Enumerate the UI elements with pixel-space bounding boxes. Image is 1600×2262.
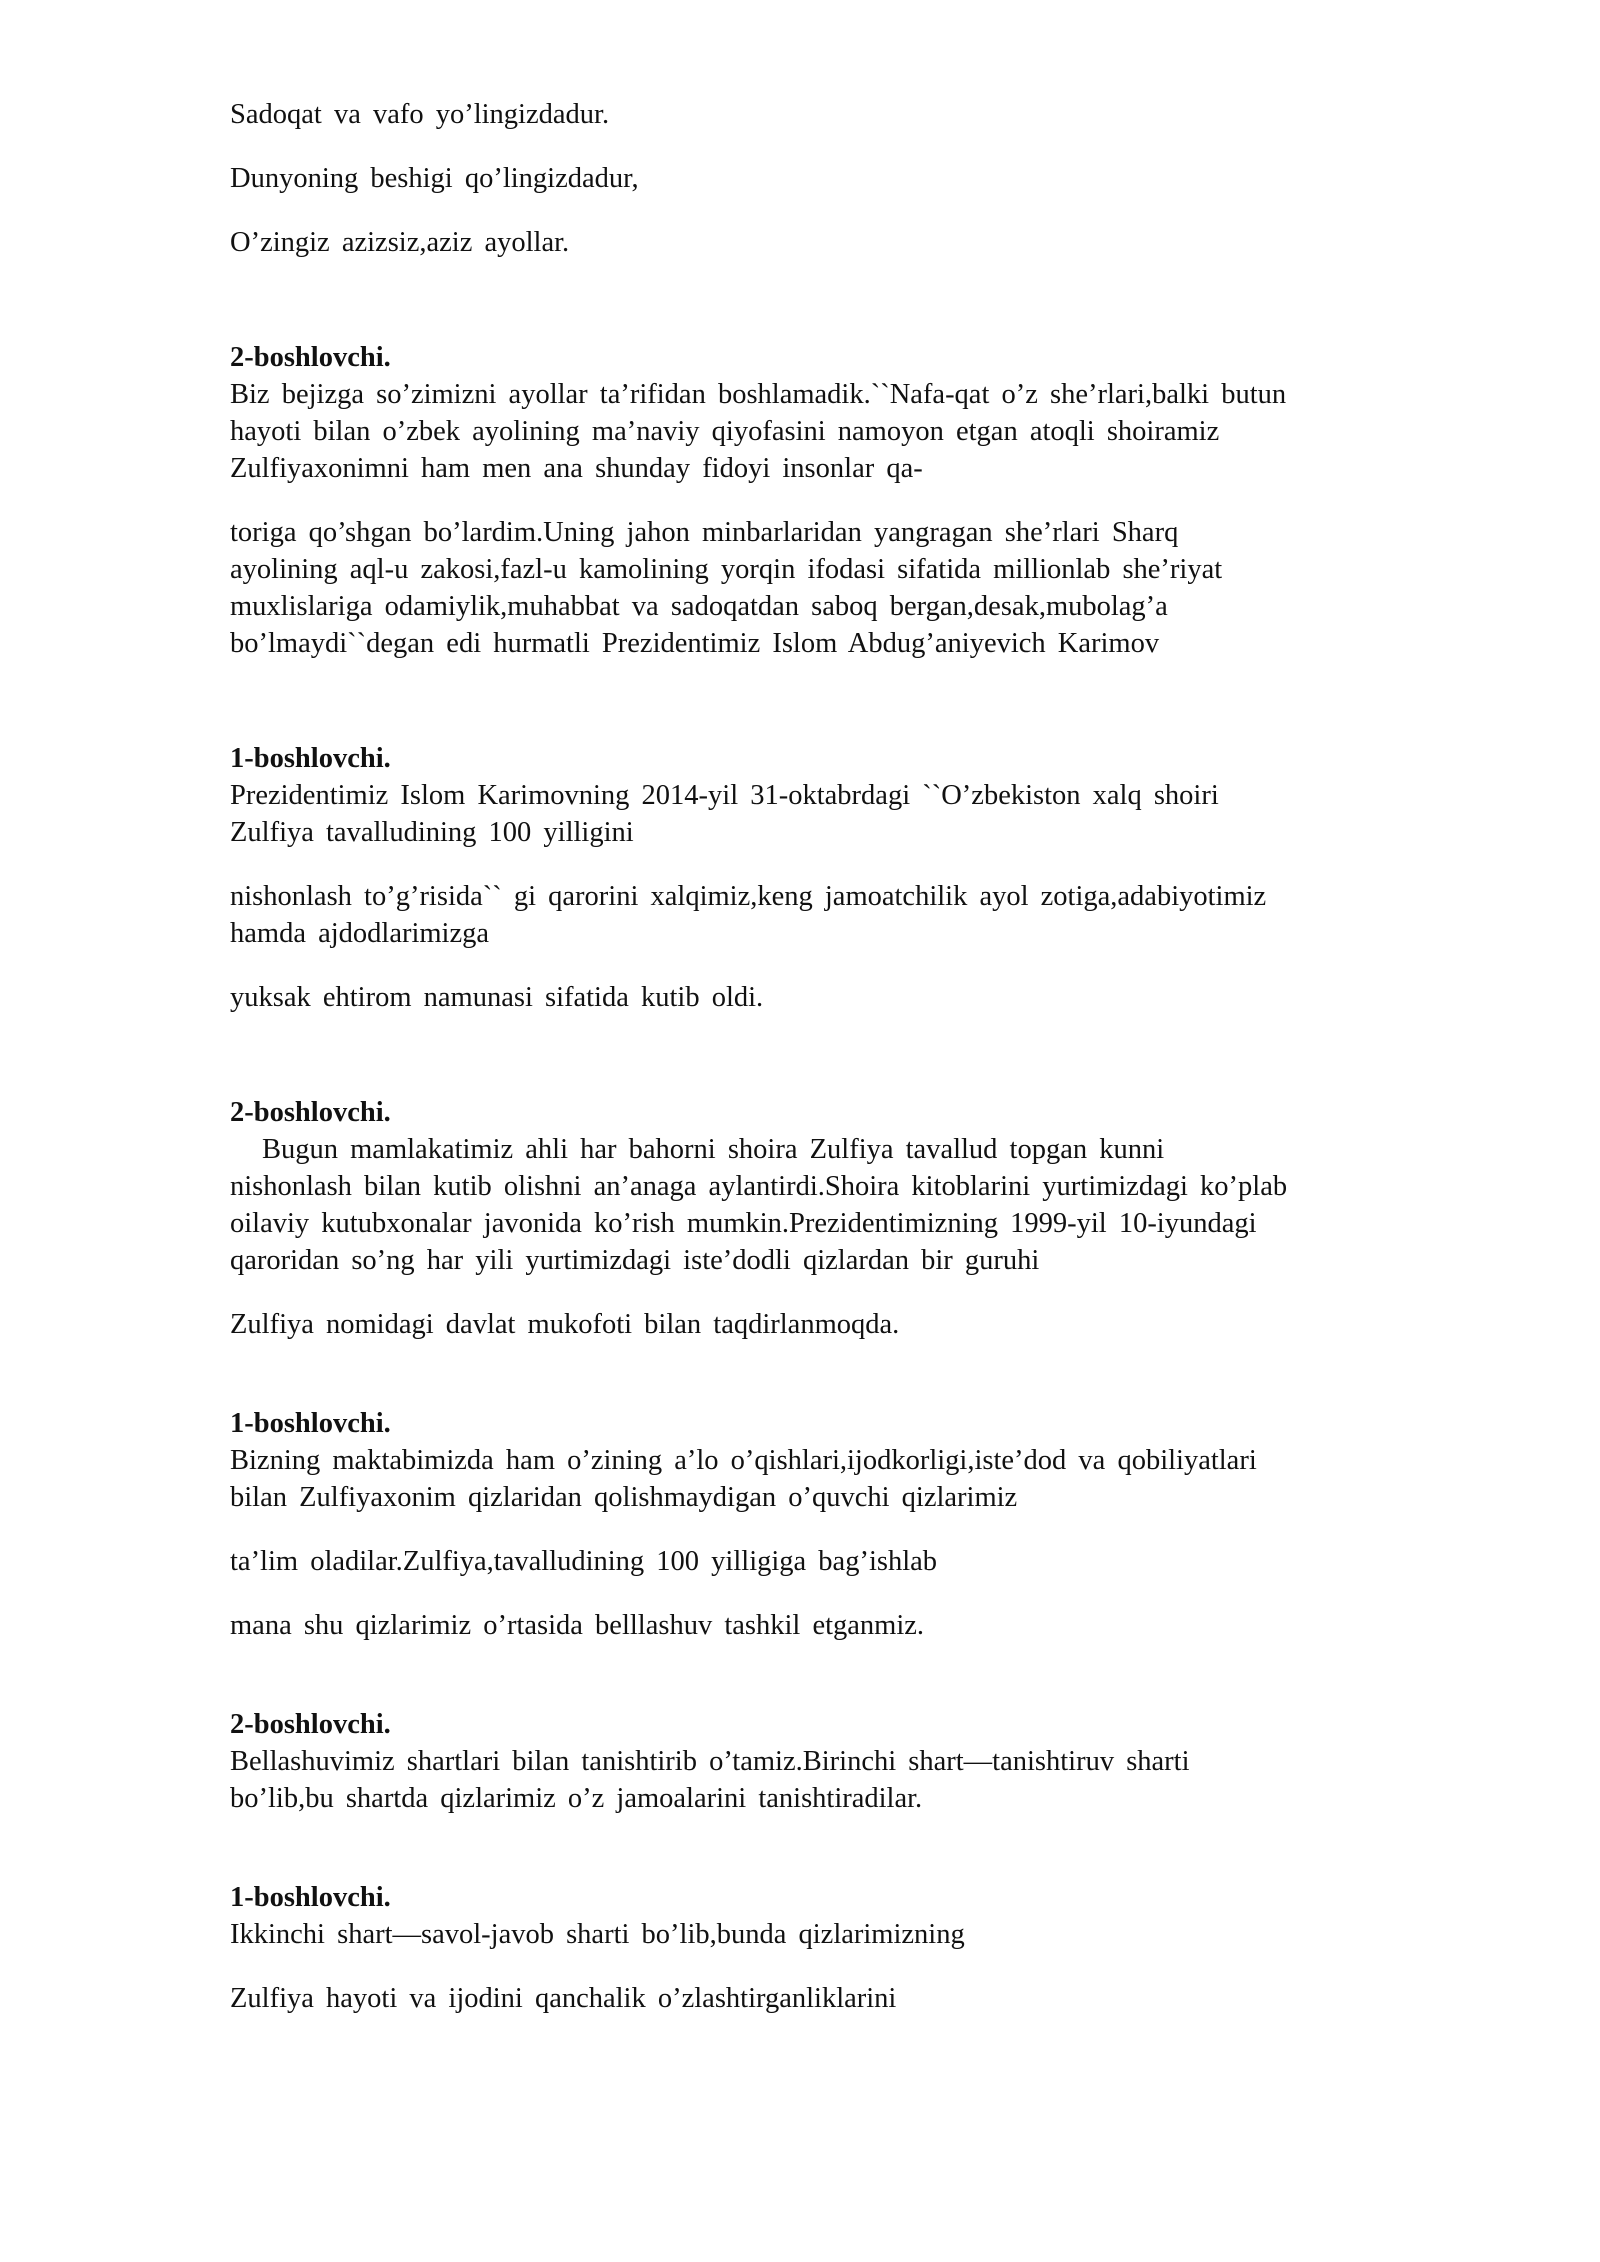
- paragraph-line: nishonlash to’g’risida`` gi qarorini xalqimiz,keng jamoatchilik ayol zotiga,adabiyotimiz: [230, 881, 1267, 912]
- paragraph-line: Zulfiya tavalludining 100 yilligini: [230, 817, 634, 848]
- speaker-heading: 1-boshlovchi.: [230, 743, 391, 774]
- paragraph-line: Bugun mamlakatimiz ahli har bahorni shoira Zulfiya tavallud topgan kunni: [262, 1134, 1165, 1165]
- paragraph-line: muxlislariga odamiylik,muhabbat va sadoqatdan saboq bergan,desak,mubolag’a: [230, 591, 1168, 622]
- paragraph-line: toriga qo’shgan bo’lardim.Uning jahon minbarlaridan yangragan she’rlari Sharq: [230, 517, 1179, 548]
- paragraph-line: Bellashuvimiz shartlari bilan tanishtirib o’tamiz.Birinchi shart—tanishtiruv sharti: [230, 1746, 1190, 1777]
- paragraph-line: oilaviy kutubxonalar javonida ko’rish mumkin.Prezidentimizning 1999-yil 10-iyundagi: [230, 1208, 1257, 1239]
- speaker-heading: 2-boshlovchi.: [230, 1097, 391, 1128]
- paragraph-line: bo’lmaydi``degan edi hurmatli Prezidentimiz Islom Abdug’aniyevich Karimov: [230, 628, 1160, 659]
- paragraph-line: Bizning maktabimizda ham o’zining a’lo o’qishlari,ijodkorligi,iste’dod va qobiliyatlari: [230, 1445, 1257, 1476]
- paragraph-line: nishonlash bilan kutib olishni an’anaga aylantirdi.Shoira kitoblarini yurtimizdagi ko’plab: [230, 1171, 1288, 1202]
- paragraph-line: qaroridan so’ng har yili yurtimizdagi iste’dodli qizlardan bir guruhi: [230, 1245, 1040, 1276]
- paragraph-line: bilan Zulfiyaxonim qizlaridan qolishmaydigan o’quvchi qizlarimiz: [230, 1482, 1018, 1513]
- paragraph-line: ta’lim oladilar.Zulfiya,tavalludining 100 yilligiga bag’ishlab: [230, 1546, 938, 1577]
- poem-line: Sadoqat va vafo yo’lingizdadur.: [230, 99, 610, 130]
- paragraph-line: Biz bejizga so’zimizni ayollar ta’rifidan boshlamadik.``Nafa-qat o’z she’rlari,balki butun: [230, 379, 1287, 410]
- paragraph-line: hamda ajdodlarimizga: [230, 918, 490, 949]
- speaker-heading: 2-boshlovchi.: [230, 342, 391, 373]
- speaker-heading: 1-boshlovchi.: [230, 1408, 391, 1439]
- speaker-heading: 2-boshlovchi.: [230, 1709, 391, 1740]
- paragraph-line: Ikkinchi shart—savol-javob sharti bo’lib,bunda qizlarimizning: [230, 1919, 965, 1950]
- paragraph-line: bo’lib,bu shartda qizlarimiz o’z jamoalarini tanishtiradilar.: [230, 1783, 923, 1814]
- paragraph-line: Zulfiya nomidagi davlat mukofoti bilan taqdirlanmoqda.: [230, 1309, 900, 1340]
- paragraph-line: Zulfiya hayoti va ijodini qanchalik o’zlashtirganliklarini: [230, 1983, 897, 2014]
- poem-line: Dunyoning beshigi qo’lingizdadur,: [230, 163, 639, 194]
- document-body: [230, 96, 1500, 2017]
- paragraph-line: ayolining aql-u zakosi,fazl-u kamolining yorqin ifodasi sifatida millionlab she’riyat: [230, 554, 1223, 585]
- paragraph-line: mana shu qizlarimiz o’rtasida belllashuv tashkil etganmiz.: [230, 1610, 925, 1641]
- poem-line: O’zingiz azizsiz,aziz ayollar.: [230, 227, 570, 258]
- paragraph-line: Prezidentimiz Islom Karimovning 2014-yil 31-oktabrdagi ``O’zbekiston xalq shoiri: [230, 780, 1219, 811]
- paragraph-line: Zulfiyaxonimni ham men ana shunday fidoyi insonlar qa-: [230, 453, 923, 484]
- paragraph-line: yuksak ehtirom namunasi sifatida kutib oldi.: [230, 982, 764, 1013]
- speaker-heading: 1-boshlovchi.: [230, 1882, 391, 1913]
- paragraph-line: hayoti bilan o’zbek ayolining ma’naviy qiyofasini namoyon etgan atoqli shoiramiz: [230, 416, 1220, 447]
